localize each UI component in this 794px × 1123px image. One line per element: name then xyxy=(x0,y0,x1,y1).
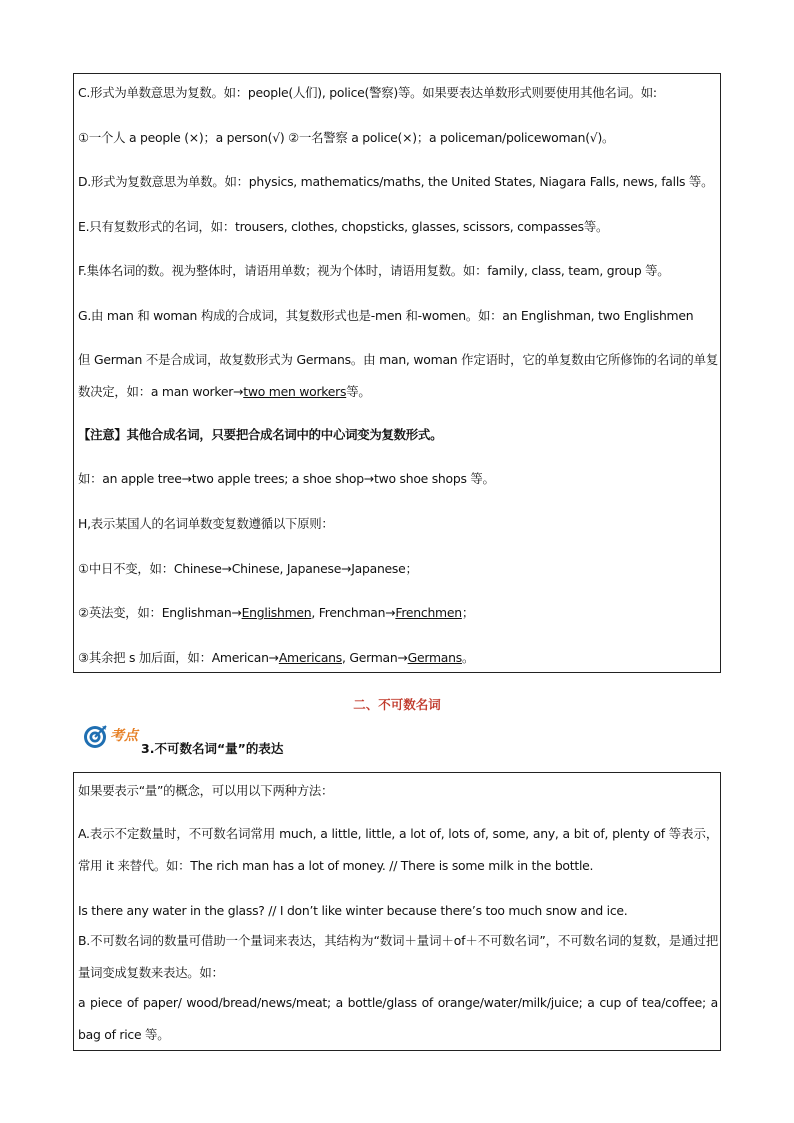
method-a: A.表示不定数量时，不可数名词常用 much, a little, little, a lot of, lots of, some, any, a bit of, plenty of 等表示，常用 it 来替代。如：The rich man has a lot of money. // There is some milk in the bottle. xyxy=(78,826,718,873)
rule-g-suffix: 等。 xyxy=(346,384,371,399)
kaodian-badge xyxy=(83,722,138,750)
kaodian-label: 考点 xyxy=(110,728,138,744)
intro: 如果要表示“量”的概念，可以用以下两种方法： xyxy=(78,783,334,798)
rule-h-2-answer-2: Frenchmen xyxy=(395,605,462,620)
point-title: 3.不可数名词“量”的表达 xyxy=(141,741,284,756)
rule-h-2 xyxy=(78,605,718,621)
rule-d: D.形式为复数意思为单数。如：physics, mathematics/maths, the United States, Niagara Falls, news, falls 等。 xyxy=(78,174,714,189)
rule-g: G.由 man 和 woman 构成的合成词，其复数形式也是-men 和-women。如：an Englishman, two Englishmen xyxy=(78,308,694,323)
rule-g-text: 但 German 不是合成词，故复数形式为 Germans。由 man, woman 作定语时，它的单复数由它所修饰的名词的单复数决定，如：a man worker→ xyxy=(78,352,718,399)
rule-h-3-mid: , German→ xyxy=(341,650,408,665)
rule-e: E.只有复数形式的名词，如：trousers, clothes, chopsticks, glasses, scissors, compasses等。 xyxy=(78,219,609,234)
rule-h-3-answer-2: Germans xyxy=(407,650,462,665)
noun-plural-rules-box xyxy=(73,73,721,673)
rule-h-2-suffix: ； xyxy=(461,605,474,620)
rule-h-3-prefix: ③其余把 s 加后面，如：American→ xyxy=(78,650,279,665)
rule-c-examples: ①一个人 a people (×)；a person(√) ②一名警察 a police(×)；a policeman/policewoman(√)。 xyxy=(78,130,615,145)
rule-h-2-prefix: ②英法变，如：Englishman→ xyxy=(78,605,242,620)
rule-h-3-suffix: 。 xyxy=(461,650,475,665)
rule-g-continuation xyxy=(78,344,718,408)
rule-c: C.形式为单数意思为复数。如：people(人们), police(警察)等。如果要表达单数形式则要使用其他名词。如: xyxy=(78,85,657,100)
target-icon xyxy=(83,723,109,749)
rule-h: H,表示某国人的名词单数变复数遵循以下原则： xyxy=(78,516,334,531)
rule-h-1: ①中日不变，如：Chinese→Chinese, Japanese→Japanese； xyxy=(78,561,418,576)
rule-g-underlined-answer: two men workers xyxy=(243,384,347,399)
method-b-examples: a piece of paper/ wood/bread/news/meat; a bottle/glass of orange/water/milk/juice; a cup of tea/coffee; a bag of rice 等。 xyxy=(78,995,718,1042)
section-title: 二、不可数名词 xyxy=(353,697,441,712)
note-example: 如：an apple tree→two apple trees; a shoe shop→two shoe shops 等。 xyxy=(78,471,495,486)
rule-f: F.集体名词的数。视为整体时，请语用单数；视为个体时，请语用复数。如：family, class, team, group 等。 xyxy=(78,263,670,278)
method-b: B.不可数名词的数量可借助一个量词来表达，其结构为“数词＋量词＋of＋不可数名词”，不可数名词的复数，是通过把量词变成复数来表达。如： xyxy=(78,933,718,980)
note-heading: 【注意】其他合成名词，只要把合成名词中的中心词变为复数形式。 xyxy=(78,427,443,442)
uncountable-quantity-box xyxy=(73,772,721,1051)
rule-h-3 xyxy=(78,650,718,666)
method-a-example: Is there any water in the glass? // I don’t like winter because there’s too much snow and ice. xyxy=(78,903,628,918)
rule-h-3-answer-1: Americans xyxy=(278,650,342,665)
rule-h-2-mid: , Frenchman→ xyxy=(311,605,396,620)
rule-h-2-answer-1: Englishmen xyxy=(241,605,312,620)
